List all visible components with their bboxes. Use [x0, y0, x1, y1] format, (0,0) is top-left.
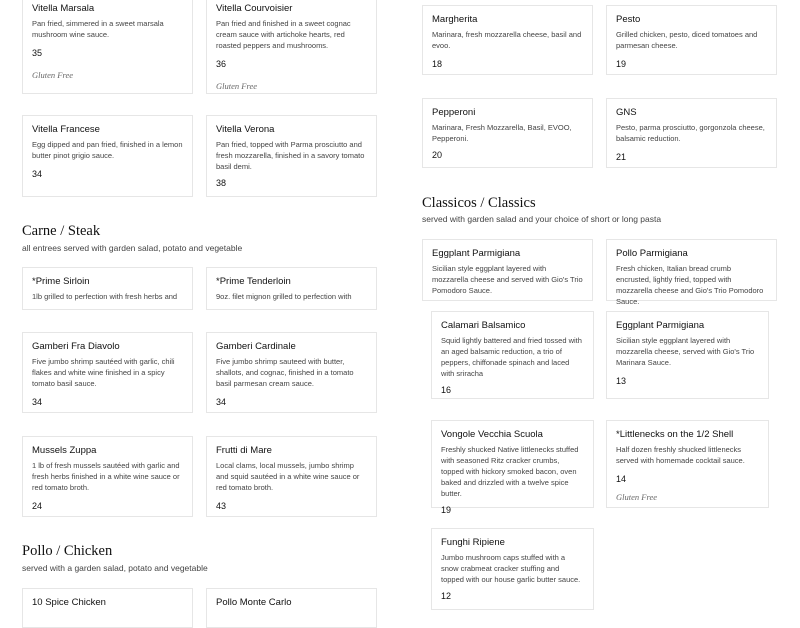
- item-price: 34: [32, 397, 43, 407]
- item-name: Eggplant Parmigiana: [432, 248, 521, 259]
- section-subtitle-classicos: served with garden salad and your choice of short or long pasta: [422, 214, 662, 224]
- item-price: 38: [216, 178, 227, 188]
- item-description: 1 lb of fresh mussels sautéed with garlic and fresh herbs finished in a white wine sauce or red tomato broth.: [32, 461, 180, 492]
- item-name: Frutti di Mare: [216, 445, 272, 456]
- item-name: Pollo Monte Carlo: [216, 597, 292, 608]
- item-name: 10 Spice Chicken: [32, 597, 106, 608]
- menu-item-vitella-courvoisier: [206, 0, 377, 94]
- item-description: Grilled chicken, pesto, diced tomatoes and parmesan cheese.: [616, 30, 758, 50]
- section-subtitle-pollo: served with a garden salad, potato and vegetable: [22, 563, 208, 573]
- item-price: 24: [32, 501, 43, 511]
- item-name: Gamberi Fra Diavolo: [32, 341, 120, 352]
- item-name: Pollo Parmigiana: [616, 248, 688, 259]
- item-price: 20: [432, 150, 443, 160]
- section-title-pollo: Pollo / Chicken: [22, 543, 113, 559]
- item-price: 16: [441, 385, 452, 395]
- item-name: Vitella Verona: [216, 124, 275, 135]
- menu-item-eggplant-parmigiana-2: [606, 311, 769, 399]
- menu-item-pepperoni: [422, 98, 593, 168]
- gluten-free-tag: Gluten Free: [32, 70, 73, 80]
- item-description: Pan fried and finished in a sweet cognac cream sauce with artichoke hearts, red roasted peppers and mushrooms.: [216, 19, 351, 50]
- item-price: 34: [32, 169, 43, 179]
- item-description: Pan fried, simmered in a sweet marsala mushroom wine sauce.: [32, 19, 164, 39]
- menu-item-prime-sirloin: [22, 267, 193, 310]
- item-price: 36: [216, 59, 227, 69]
- item-description: Egg dipped and pan fried, finished in a lemon butter pinot grigio sauce.: [32, 140, 183, 160]
- item-description: Jumbo mushroom caps stuffed with a snow crabmeat cracker stuffing and topped with our house garlic butter sauce.: [441, 553, 581, 584]
- item-description: Marinara, Fresh Mozzarella, Basil, EVOO, Pepperoni.: [432, 123, 572, 143]
- item-description: Pan fried, topped with Parma prosciutto and fresh mozzarella, finished in a savory tomato basil demi.: [216, 140, 365, 171]
- menu-item-mussels-zuppa: [22, 436, 193, 517]
- item-name: Mussels Zuppa: [32, 445, 97, 456]
- item-price: 35: [32, 48, 43, 58]
- menu-item-vongole-vecchia-scuola: [431, 420, 594, 515]
- item-name: Pesto: [616, 14, 641, 25]
- item-name: Pepperoni: [432, 107, 476, 118]
- menu-item-gns: [606, 98, 777, 168]
- item-description: Marinara, fresh mozzarella cheese, basil and evoo.: [432, 30, 582, 50]
- item-name: Calamari Balsamico: [441, 320, 526, 331]
- menu-item-eggplant-parmigiana-1: [422, 239, 593, 301]
- item-description: Freshly shucked Native littlenecks stuffed with seasoned Ritz cracker crumbs, topped with hickory smoked bacon, oven baked and drizzled with a twelve spice butter.: [441, 445, 579, 498]
- menu-item-gamberi-fra-diavolo: [22, 332, 193, 413]
- item-name: Gamberi Cardinale: [216, 341, 296, 352]
- item-description: Half dozen freshly shucked littlenecks served with homemade cocktail sauce.: [616, 445, 745, 465]
- gluten-free-tag: Gluten Free: [616, 492, 657, 502]
- item-name: GNS: [616, 107, 637, 118]
- item-description: Fresh chicken, Italian bread crumb encrusted, lightly fried, topped with mozzarella cheese and Gio's Trio Pomodoro Sauce.: [616, 264, 764, 306]
- section-title-classicos: Classicos / Classics: [422, 195, 536, 211]
- section-title-carne: Carne / Steak: [22, 223, 101, 239]
- menu-item-prime-tenderloin: [206, 267, 377, 310]
- item-price: 14: [616, 474, 627, 484]
- gluten-free-tag: Gluten Free: [216, 81, 257, 91]
- item-description: Five jumbo shrimp sautéed with garlic, chili flakes and white wine finished in a spicy tomato basil sauce.: [32, 357, 175, 388]
- item-price: 18: [432, 59, 443, 69]
- item-price: 43: [216, 501, 227, 511]
- section-subtitle-carne: all entrees served with garden salad, potato and vegetable: [22, 243, 243, 253]
- item-description: Sicilian style eggplant layered with mozzarella cheese and served with Gio's Trio Pomodoro Sauce.: [432, 264, 583, 295]
- item-price: 13: [616, 376, 627, 386]
- item-price: 21: [616, 152, 627, 162]
- item-name: *Prime Sirloin: [32, 276, 90, 287]
- item-description: 9oz. filet mignon grilled to perfection with: [216, 292, 352, 301]
- item-name: *Prime Tenderloin: [216, 276, 291, 287]
- menu-item-pollo-parmigiana: [606, 239, 777, 306]
- item-name: Vitella Courvoisier: [216, 3, 293, 14]
- item-name: Eggplant Parmigiana: [616, 320, 705, 331]
- item-description: Pesto, parma prosciutto, gorgonzola cheese, balsamic reduction.: [616, 123, 765, 143]
- menu-item-vitella-marsala: [22, 0, 193, 94]
- item-description: Sicilian style eggplant layered with mozzarella cheese, served with Gio's Trio Marinara Sauce.: [616, 336, 755, 367]
- menu-item-frutti-di-mare: [206, 436, 377, 517]
- item-description: Local clams, local mussels, jumbo shrimp and squid sautéed in a white wine sauce or red tomato broth.: [216, 461, 360, 492]
- item-price: 12: [441, 591, 452, 601]
- menu-item-vitella-francese: [22, 115, 193, 197]
- item-price: 34: [216, 397, 227, 407]
- item-name: Funghi Ripiene: [441, 537, 505, 548]
- item-name: Vitella Francese: [32, 124, 100, 135]
- item-name: Vitella Marsala: [32, 3, 95, 14]
- item-description: Five jumbo shrimp sauteed with butter, shallots, and cognac, finished in a tomato basil parmesan cream sauce.: [216, 357, 354, 388]
- menu-item-gamberi-cardinale: [206, 332, 377, 413]
- menu-item-calamari-balsamico: [431, 311, 594, 399]
- item-description: Squid lightly battered and fried tossed with an aged balsamic reduction, a trio of peppers, chiffonade spinach and laced with sriracha: [441, 336, 582, 378]
- menu-item-vitella-verona: [206, 115, 377, 197]
- menu-item-funghi-ripiene: [431, 528, 594, 610]
- menu-item-pollo-1: [22, 588, 193, 628]
- menu-item-littlenecks: [606, 420, 769, 508]
- item-price: 19: [441, 505, 452, 515]
- item-price: 19: [616, 59, 627, 69]
- item-name: *Littlenecks on the 1/2 Shell: [616, 429, 734, 440]
- menu-item-pesto: [606, 5, 777, 75]
- menu-item-margherita: [422, 5, 593, 75]
- item-name: Vongole Vecchia Scuola: [441, 429, 543, 440]
- item-description: 1lb grilled to perfection with fresh herbs and: [32, 292, 178, 301]
- menu-item-pollo-2: [206, 588, 377, 628]
- item-name: Margherita: [432, 14, 478, 25]
